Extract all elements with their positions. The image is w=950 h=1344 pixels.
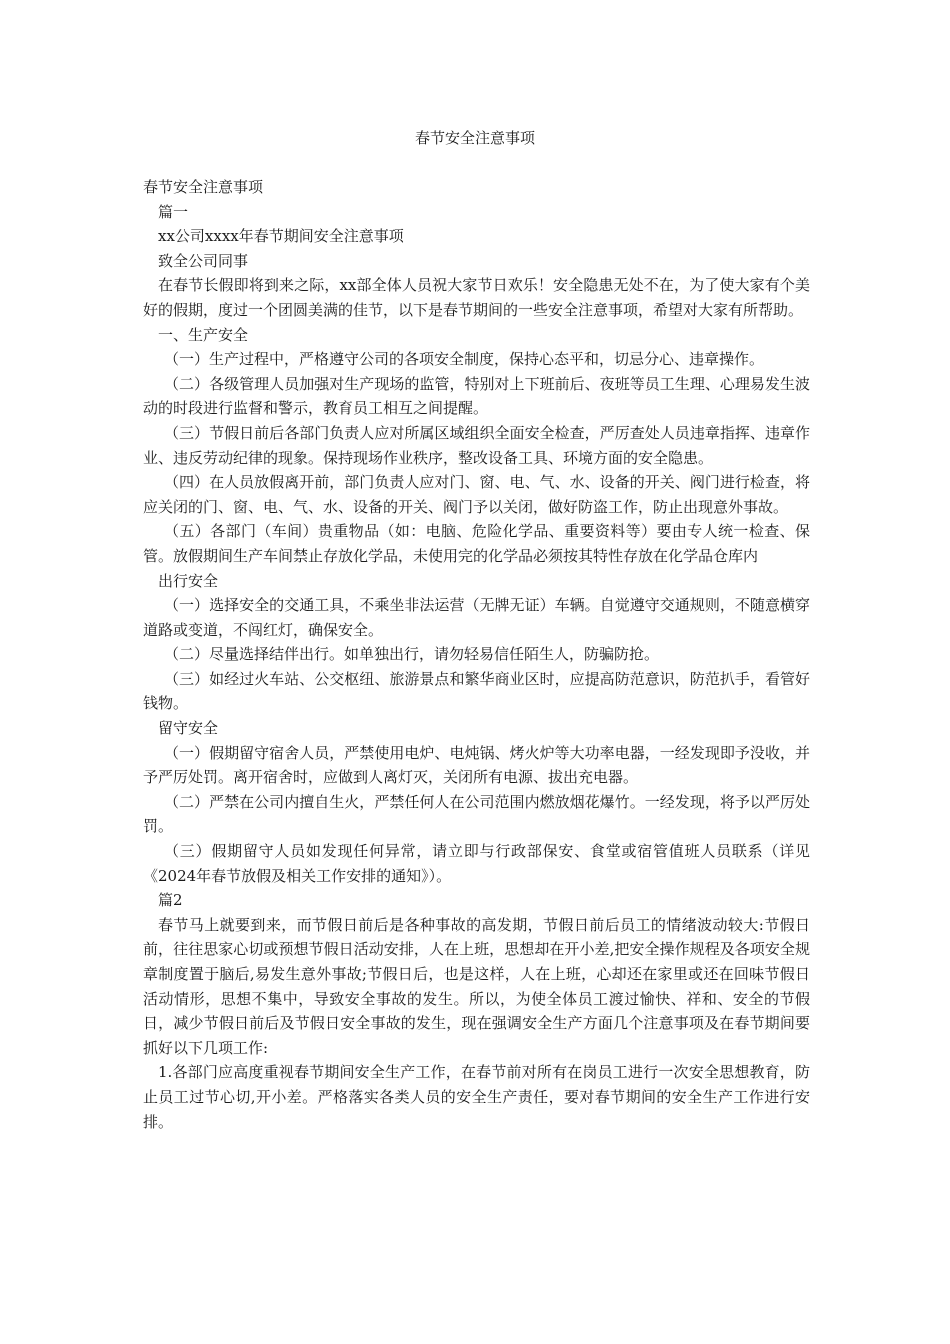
list-item: （三）如经过火车站、公交枢纽、旅游景点和繁华商业区时，应提高防范意识，防范扒手，看管好钱物。 bbox=[143, 669, 810, 713]
list-item: （一）假期留守宿舍人员，严禁使用电炉、电炖锅、烤火炉等大功率电器，一经发现即予没收，并予严厉处罚。离开宿舍时，应做到人离灯灭，关闭所有电源、拔出充电器。 bbox=[143, 743, 810, 787]
list-item: （二）尽量选择结伴出行。如单独出行，请勿轻易信任陌生人，防骗防抢。 bbox=[164, 645, 660, 664]
list-item: （三）假期留守人员如发现任何异常，请立即与行政部保安、食堂或宿管值班人员联系（详见《2024年春节放假及相关工作安排的通知》）。 bbox=[143, 842, 810, 885]
section-heading: 篇2 bbox=[158, 891, 183, 910]
list-item: （三）节假日前后各部门负责人应对所属区域组织全面安全检查，严厉查处人员违章指挥、违章作业、违反劳动纪律的现象。保持现场作业秩序，整改设备工具、环境方面的安全隐患。 bbox=[143, 423, 810, 467]
list-item: （一）生产过程中，严格遵守公司的各项安全制度，保持心态平和，切忌分心、违章操作。 bbox=[164, 350, 765, 369]
list-item: （四）在人员放假离开前，部门负责人应对门、窗、电、气、水、设备的开关、阀门进行检查，将应关闭的门、窗、电、气、水、设备的开关、阀门予以关闭，做好防盗工作，防止出现意外事故。 bbox=[143, 473, 810, 516]
document-title: 春节安全注意事项 bbox=[414, 129, 535, 147]
paragraph: 春节马上就要到来，而节假日前后是各种事故的高发期，节假日前后员工的情绪波动较大:节假日前，往往思家心切或预想节假日活动安排，人在上班，思想却在开小差,把安全操作规程及各项安全规章制度置于脑后,易发生意外事故;节假日后，也是这样，人在上班，心却还在家里或还在回味节假日活动情形，思想不集中，导致安全事故的发生。所以，为使全体员工渡过愉快、祥和、安全的节假日，减少节假日前后及节假日安全事故的发生，现在强调安全生产方面几个注意事项及在春节期间要抓好以下几项工作: bbox=[143, 915, 810, 1057]
notice-title: xx公司xxxx年春节期间安全注意事项 bbox=[158, 227, 404, 246]
paragraph: 在春节长假即将到来之际，xx部全体人员祝大家节日欢乐！安全隐患无处不在，为了使大家有个美好的假期，度过一个团圆美满的佳节，以下是春节期间的一些安全注意事项，希望对大家有所帮助。 bbox=[143, 276, 810, 319]
paragraph: 春节安全注意事项 bbox=[143, 178, 264, 196]
section-heading: 一、生产安全 bbox=[158, 325, 249, 344]
list-item: （五）各部门（车间）贵重物品（如：电脑、危险化学品、重要资料等）要由专人统一检查、保管。放假期间生产车间禁止存放化学品，未使用完的化学品必须按其特性存放在化学品仓库内 bbox=[143, 522, 810, 565]
section-heading: 出行安全 bbox=[158, 571, 219, 590]
section-heading: 篇一 bbox=[158, 202, 189, 221]
salutation: 致全公司同事 bbox=[158, 251, 249, 270]
list-item: （一）选择安全的交通工具，不乘坐非法运营（无牌无证）车辆。自觉遵守交通规则，不随意横穿道路或变道，不闯红灯，确保安全。 bbox=[143, 596, 810, 639]
document-body bbox=[143, 175, 810, 1134]
list-item: 1.各部门应高度重视春节期间安全生产工作，在春节前对所有在岗员工进行一次安全思想教育，防止员工过节心切,开小差。严格落实各类人员的安全生产责任，要对春节期间的安全生产工作进行安排。 bbox=[143, 1063, 810, 1131]
list-item: （二）严禁在公司内擅自生火，严禁任何人在公司范围内燃放烟花爆竹。一经发现，将予以严厉处罚。 bbox=[143, 792, 810, 836]
section-heading: 留守安全 bbox=[158, 719, 219, 738]
list-item: （二）各级管理人员加强对生产现场的监管，特别对上下班前后、夜班等员工生理、心理易发生波动的时段进行监督和警示，教育员工相互之间提醒。 bbox=[143, 374, 810, 418]
